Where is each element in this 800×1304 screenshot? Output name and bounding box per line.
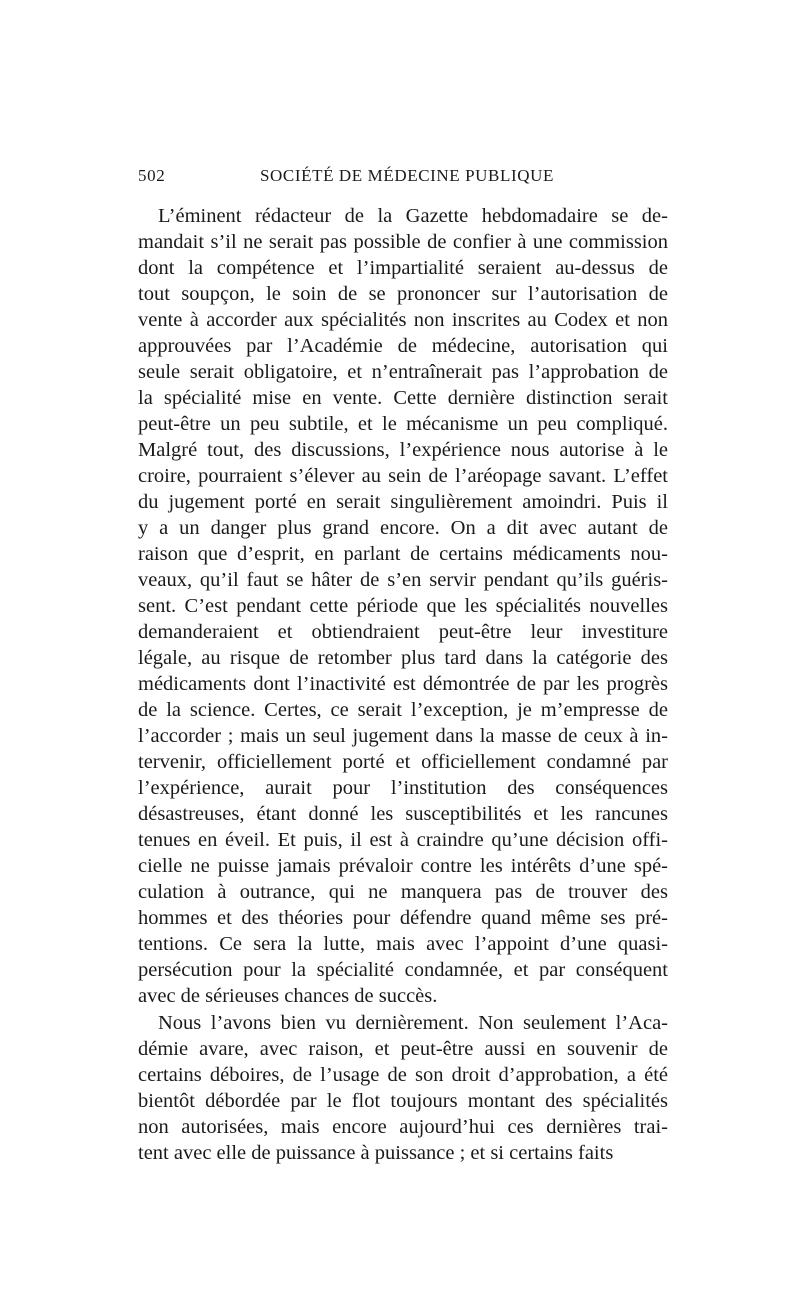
text-line: approuvées par l’Académie de médecine, autorisation qui [138,335,668,357]
text-line: démie avare, avec raison, et peut-être aussi en souvenir de [138,1038,668,1060]
text-line: cielle ne puisse jamais prévaloir contre les intérêts d’une spé- [138,855,668,877]
text-line: raison que d’esprit, en parlant de certains médicaments nou- [138,543,668,565]
text-line: sent. C’est pendant cette période que les spécialités nouvelles [138,595,668,617]
running-head-title: SOCIÉTÉ DE MÉDECINE PUBLIQUE [260,166,554,185]
text-line: tent avec elle de puissance à puissance ; et si certains faits [138,1142,614,1164]
text-line: peut-être un peu subtile, et le mécanisme un peu compliqué. [138,413,668,435]
text-line: légale, au risque de retomber plus tard dans la catégorie des [138,647,668,669]
text-line: seule serait obligatoire, et n’entraînerait pas l’approbation de [138,361,668,383]
text-line: du jugement porté en serait singulièrement amoindri. Puis il [138,491,668,513]
text-line: dont la compétence et l’impartialité seraient au-dessus de [138,257,668,279]
text-line: tout soupçon, le soin de se prononcer sur l’autorisation de [138,283,668,305]
paragraph [138,1010,668,1166]
text-line: bientôt débordée par le flot toujours montant des spécialités [138,1090,668,1112]
text-line: l’expérience, aurait pour l’institution des conséquences [138,777,668,799]
text-line: médicaments dont l’inactivité est démontrée de par les progrès [138,673,668,695]
text-line: culation à outrance, qui ne manquera pas de trouver des [138,881,668,903]
text-line: non autorisées, mais encore aujourd’hui ces dernières trai- [138,1116,668,1138]
paragraph [138,203,668,1009]
text-line: y a un danger plus grand encore. On a dit avec autant de [138,517,668,539]
text-line: de la science. Certes, ce serait l’exception, je m’empresse de [138,699,668,721]
text-line: Nous l’avons bien vu dernièrement. Non seulement l’Aca- [158,1012,668,1034]
text-line: hommes et des théories pour défendre quand même ses pré- [138,907,668,929]
running-head [138,166,666,192]
text-line: tentions. Ce sera la lutte, mais avec l’appoint d’une quasi- [138,933,668,955]
body-text [138,203,668,1166]
text-line: la spécialité mise en vente. Cette dernière distinction serait [138,387,668,409]
text-line: désastreuses, étant donné les susceptibilités et les rancunes [138,803,668,825]
text-line: Malgré tout, des discussions, l’expérience nous autorise à le [138,439,668,461]
text-line: avec de sérieuses chances de succès. [138,985,438,1007]
text-line: persécution pour la spécialité condamnée, et par conséquent [138,959,668,981]
text-line: croire, pourraient s’élever au sein de l’aréopage savant. L’effet [138,465,668,487]
text-line: tervenir, officiellement porté et officiellement condamné par [138,751,668,773]
text-line: l’accorder ; mais un seul jugement dans la masse de ceux à in- [138,725,668,747]
text-line: demanderaient et obtiendraient peut-être leur investiture [138,621,668,643]
text-line: veaux, qu’il faut se hâter de s’en servir pendant qu’ils guéris- [138,569,668,591]
text-line: vente à accorder aux spécialités non inscrites au Codex et non [138,309,668,331]
text-line: tenues en éveil. Et puis, il est à craindre qu’une décision offi- [138,829,668,851]
page-number: 502 [138,166,166,185]
text-line: L’éminent rédacteur de la Gazette hebdomadaire se de- [158,205,668,227]
text-line: mandait s’il ne serait pas possible de confier à une commission [138,231,668,253]
text-line: certains déboires, de l’usage de son droit d’approbation, a été [138,1064,668,1086]
